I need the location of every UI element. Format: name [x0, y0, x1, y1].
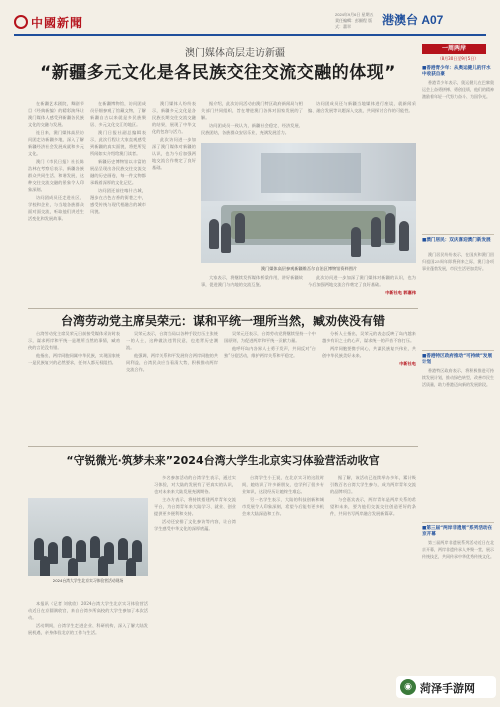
header-divider	[14, 34, 486, 36]
logo-text: 中國新聞	[31, 16, 84, 30]
watermark-text: 菏泽手游网	[420, 682, 475, 695]
article1-column-3b: 据介绍，此次访问活动由澳门特区政府新闻局与相关部门共同组织，旨在增进澳门各界对国家发展的了解。 访问团成员一致认为，新疆社会稳定、经济发展、民族团结，各族群众安居乐业，充满发展活力。	[201, 101, 303, 135]
article3-column-3: 台湾学生小王说，在北京实习的这段时间，她结识了许多新朋友，也学到了很多专业知识，这段经历让她终生难忘。 另一名学生表示，大陆的科技创新和城市发展令人印象深刻，希望今后能有更多机会来大陆深造和工作。	[242, 475, 324, 516]
sidebar-item-2-title: ■澳门居民：双庆喜迎澳门新发展	[422, 238, 491, 243]
article3-column-1: 本报讯（记者 刘欣欣）2024台湾大学生北京实习体验营活动近日在京圆满收官，来自台湾多所高校的大学生参加了本次活动。 活动期间，台湾学生走进企业、科研机构，深入了解大陆发展机遇，亲身体验北京的工作与生活。	[28, 601, 148, 635]
article2-column-3: 吴荣元还表示，台湾劳动党将继续坚持一个中国原则，为促进两岸和平统一贡献力量。 他呼吁岛内各界人士勇于发声，共同反对“台独”分裂活动，维护两岸关系和平稳定。	[224, 331, 316, 358]
sidebar-item-3-body: 香港特区政府表示，将积极推进可持续发展计划，推动绿色转型，改善市民生活质量，助力香港迈向新的发展阶段。	[422, 368, 494, 387]
sidebar-tag: 一周两岸	[422, 44, 486, 54]
sidebar-item-3-title: ■香港特区政府推动“可持续”发展计划	[422, 354, 493, 365]
sidebar-item-2-body: 澳门居民纷纷表示，在国庆和澳门回归祖国25周年即将到来之际，澳门各项事业蓬勃发展，市民生活更加美好。	[422, 252, 494, 271]
article1-byline: 中新社电 郭嘉伟	[385, 290, 416, 295]
article1-column-3: 澳门媒体人纷纷表示，新疆多元文化是各民族长期交往交流交融的结果，展现了中华文化的包容与活力。 此次访问进一步加深了澳门媒体对新疆的认识，也为今后加强两地交流合作奠定了良好基础。	[152, 101, 196, 170]
article2-column-1: 台湾劳动党主席吴荣元日前接受媒体采访时表示，谋求两岸和平统一是理所当然的事情，臧劝侠的言论没有错。 他指出，两岸同胞同属中华民族，实现国家统一是民族复兴的必然要求，任何人都无权阻挡。	[28, 331, 120, 365]
article1-column-4: 大家表示，将继续发挥媒体桥梁作用，讲好新疆故事，促进澳门与内地的交流互鉴。	[201, 275, 303, 287]
article3-headline: “守锐微光·筑梦未来”2024台湾大学生北京实习体验营活动收官	[66, 454, 380, 467]
article2-column-4: 分析人士指出，吴荣元的表态反映了岛内越来越多有识之士的心声，谋求统一的声音不容打压。 两岸同胞要携手同心，共谋民族复兴伟业，共创中华民族美好未来。 中新社电	[322, 331, 416, 366]
article1-column-3c: 访问团成员还与新疆当地媒体进行座谈，就新闻采编、融合发展等议题深入交流，共同探讨合作的可能性。	[308, 101, 416, 113]
article2-column-2: 吴荣元表示，台湾当局以各种手段打压主张统一的人士，这种做法违背民意，也违背历史潮流。 他强调，两岸关系和平发展符合两岸同胞的共同利益，台湾民众应当看清大势，积极推动两岸交流合作。	[126, 331, 218, 372]
article1-headline: “新疆多元文化是各民族交往交流交融的体现”	[40, 63, 396, 83]
article1-kicker: 澳门媒体高层走访新疆	[185, 48, 285, 59]
sidebar-item-4-title: ■第三届“两岸非遗展”系列活动在京开幕	[422, 526, 493, 537]
sidebar-weekly-roundup	[422, 40, 494, 707]
article3-column-4: 据了解，该活动已连续举办多年，累计吸引数百名台湾大学生参与，成为两岸青年交流的品牌项目。 与会嘉宾表示，两岸青年是两岸关系的希望和未来，要为他们交流交往创造更好的条件，共同书写两岸融合发展新篇章。	[330, 475, 416, 516]
article3-photo-caption: 2024台湾大学生北京实习体验营活动现场	[52, 578, 124, 583]
article3-photo	[28, 498, 148, 576]
article2-headline: 台湾劳动党主席吴荣元：谋和平统一理所当然，臧劝侠没有错	[60, 314, 385, 328]
newspaper-logo	[14, 14, 83, 31]
sidebar-date-range: （8月30日至9月5日）	[437, 56, 479, 61]
article1-photo-caption: 澳门媒体高层参观新疆维吾尔自治区博物馆资料图片	[260, 266, 358, 271]
article1-photo	[201, 143, 416, 263]
sidebar-item-4-body: 第三届两岸非遗展系列活动近日在北京开幕，两岸非遗传承人齐聚一堂，展示传统技艺，共同传承中华优秀传统文化。	[422, 540, 494, 559]
divider	[28, 308, 418, 309]
date-line: 2024年9月6日 星期五	[335, 12, 374, 17]
page-header	[0, 0, 500, 40]
divider	[28, 446, 418, 447]
article1-column-2: 在新疆博物馆，访问团成员仔细参观了馆藏文物，了解新疆自古以来就是多民族聚居、多元文化交汇的地区。 澳门日报社副总编辑表示，此次行程让大家直观感受到新疆的真实面貌，将把所见所闻如实介绍给澳门读者。 新疆历史博物馆以丰富的展品呈现出各民族交往交流交融的历史画卷，每一件文物都承载着深厚的文化记忆。 访问团还前往喀什古城，漫步在古色古香的街巷之中，感受传统与现代相融合的城市风貌。	[90, 101, 146, 214]
sidebar-item-1-body: 香港青少年表示，奥运健儿在巴黎奥运会上奋勇拼搏、勇创佳绩，他们的精神激励着年轻一代努力奋斗、为国争光。	[422, 80, 494, 99]
section-name: 港澳台 A07	[382, 13, 444, 27]
editor-line: 責任編輯：彭顯程 版式：蕭翠	[335, 18, 373, 29]
article2-byline: 中新社电	[399, 361, 416, 366]
article1-column-1: 在新疆艺术剧院，舞剧节目《经典新编》的精彩演绎让澳门媒体人感受到新疆各民族文化的交融与发展。 连日来，澳门媒体高层访问团走访新疆多地，深入了解新疆经济社会发展成就和多元文化。 澳门《市民日报》社长陈浩林在考察后表示，新疆各族群众共同生活、和谐发展，这种交往交流交融的景象令人印象深刻。 访问团成员还走进社区、学校和企业，与当地各族群众面对面交流，听取他们讲述生活变化和发展故事。	[28, 101, 84, 221]
logo-emblem-icon	[14, 15, 28, 29]
visitors-group	[201, 183, 416, 263]
sidebar-item-1-title: ■香港青少年：从奥运健儿的汗水中收获自豪	[422, 66, 491, 77]
issue-date	[335, 12, 377, 30]
game-controller-icon: ◉	[400, 679, 416, 695]
article3-column-2: 多名参加活动的台湾学生表示，通过实习体验，对大陆的发展有了更真实的认识，也对未来来大陆发展充满期待。 主办方表示，将持续搭建两岸青年交流平台，为台湾青年来大陆学习、就业、创业提供更多便利和支持。 活动还安排了文化参访等内容，让台湾学生感受中华文化的深厚底蕴。	[154, 475, 236, 531]
article1-column-5: 此次访问进一步加深了澳门媒体对新疆的认识，也为今后加强两地交流合作奠定了良好基础。 中新社电 郭嘉伟	[308, 275, 416, 295]
watermark-badge	[396, 676, 496, 698]
